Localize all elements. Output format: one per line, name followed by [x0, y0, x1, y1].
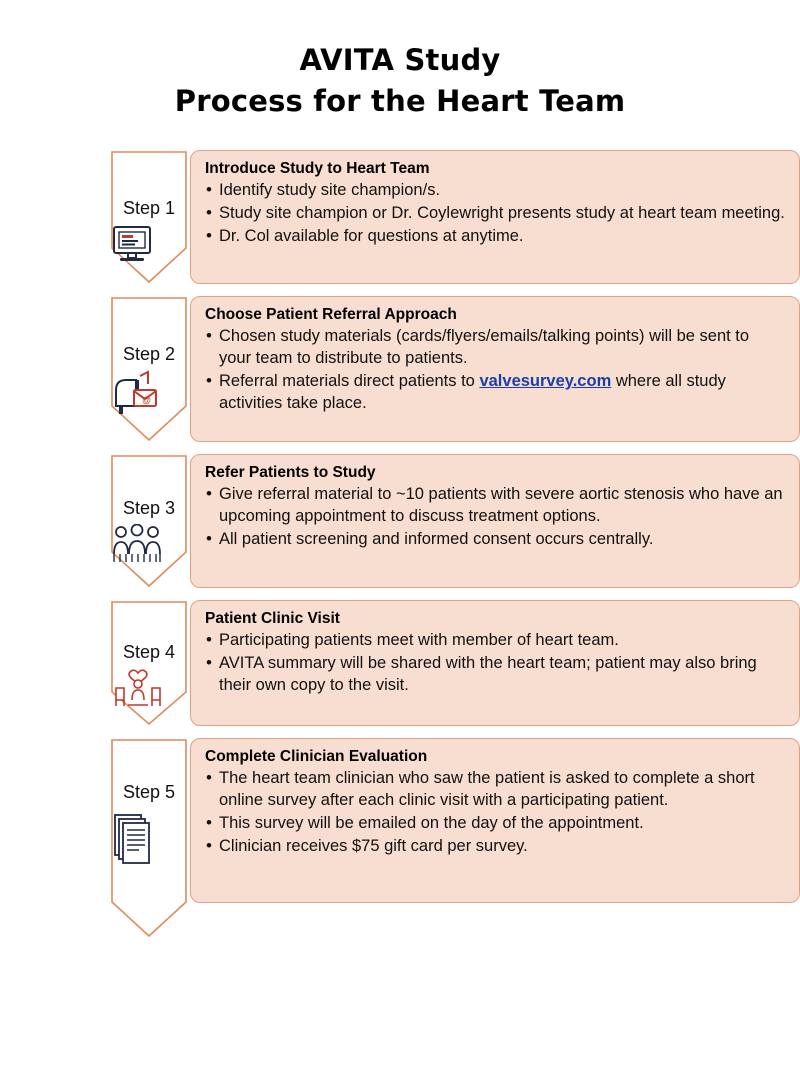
step-label: Step 2 [122, 344, 176, 365]
bullet-item: • This survey will be emailed on the day of the appointment. [205, 813, 785, 835]
step-bullet-list [205, 630, 785, 697]
step-bullet-list [205, 180, 785, 248]
bullet-item: • Identify study site champion/s. [205, 180, 785, 202]
step-chevron [110, 454, 188, 588]
bullet-item: • AVITA summary will be shared with the heart team; patient may also bring their own copy to the visit. [205, 653, 785, 697]
process-step [110, 150, 800, 284]
chevron-shape-icon [110, 296, 188, 442]
bullet-item: • All patient screening and informed consent occurs centrally. [205, 529, 785, 551]
chevron-shape-icon [110, 454, 188, 588]
title-line-1: AVITA Study [299, 43, 501, 77]
step-content-box [190, 150, 800, 284]
step-label: Step 3 [122, 498, 176, 519]
step-bullet-list [205, 484, 785, 551]
step-heading: Refer Patients to Study [205, 464, 376, 482]
step-chevron [110, 150, 188, 284]
process-flow [0, 150, 800, 903]
process-step [110, 738, 800, 903]
process-step [110, 600, 800, 726]
step-content-box [190, 296, 800, 442]
step-content-box [190, 454, 800, 588]
process-step [110, 454, 800, 588]
step-chevron [110, 600, 188, 726]
valvesurvey-link[interactable]: valvesurvey.com [479, 372, 612, 391]
step-heading: Introduce Study to Heart Team [205, 160, 430, 178]
step-heading: Complete Clinician Evaluation [205, 748, 428, 766]
page-title [0, 0, 800, 122]
bullet-item: • Give referral material to ~10 patients with severe aortic stenosis who have an upcoming appointment to discuss treatment options. [205, 484, 785, 528]
step-heading: Choose Patient Referral Approach [205, 306, 457, 324]
bullet-item: • Study site champion or Dr. Coylewright presents study at heart team meeting. [205, 203, 785, 225]
bullet-item: • Participating patients meet with member of heart team. [205, 630, 785, 652]
step-content-box [190, 600, 800, 726]
step-label: Step 1 [122, 198, 176, 219]
bullet-item: • Clinician receives $75 gift card per survey. [205, 836, 785, 858]
svg-text:@: @ [142, 395, 152, 406]
step-bullet-list [205, 768, 785, 858]
bullet-item [205, 371, 785, 415]
step-bullet-list [205, 326, 785, 415]
bullet-text-post: where all study activities take place. [219, 372, 726, 413]
step-chevron [110, 296, 188, 442]
bullet-item: • The heart team clinician who saw the patient is asked to complete a short online survey after each clinic visit with a participating patient. [205, 768, 785, 812]
step-label: Step 4 [122, 642, 176, 663]
step-content-box [190, 738, 800, 903]
title-line-2: Process for the Heart Team [174, 84, 626, 119]
bullet-item: • Chosen study materials (cards/flyers/emails/talking points) will be sent to your team to distribute to patients. [205, 326, 785, 370]
process-step [110, 296, 800, 442]
bullet-text-pre: Referral materials direct patients to [219, 372, 480, 391]
step-label: Step 5 [122, 782, 176, 803]
step-chevron [110, 738, 188, 903]
step-heading: Patient Clinic Visit [205, 610, 340, 628]
bullet-item: • Dr. Col available for questions at anytime. [205, 226, 785, 248]
